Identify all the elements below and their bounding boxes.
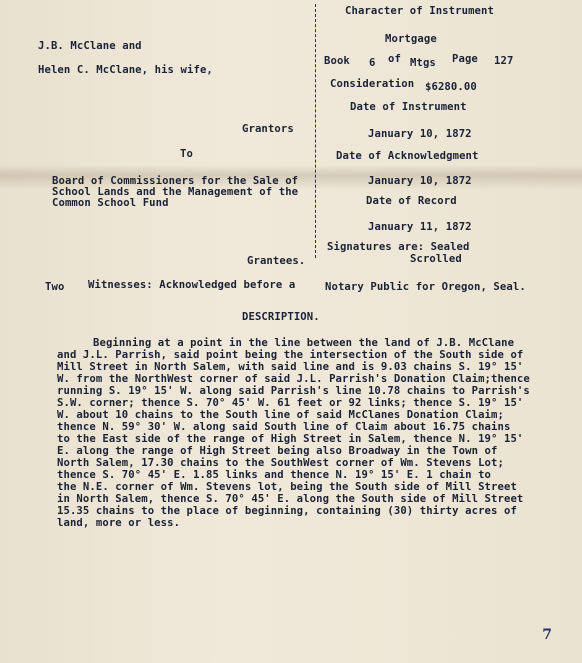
description-line: E. along the range of High Street being also Broadway in the Town of xyxy=(57,445,498,457)
date-record-value: January 11, 1872 xyxy=(368,221,472,233)
character-value: Mortgage xyxy=(385,33,437,45)
grantee-line-3: Common School Fund xyxy=(52,197,169,209)
grantee-line-2: School Lands and the Management of the xyxy=(52,186,299,198)
page-number: 7 xyxy=(542,627,552,643)
description-line: running S. 19° 15' W. along said Parrish's line 10.78 chains to Parrish's xyxy=(57,385,530,397)
consideration-label: Consideration xyxy=(330,78,415,90)
grantor-line-1: J.B. McClane and xyxy=(38,40,142,52)
grantors-label: Grantors xyxy=(242,123,294,135)
description-line: the N.E. corner of Wm. Stevens lot, being the South side of Mill Street xyxy=(57,481,517,493)
description-heading: DESCRIPTION. xyxy=(242,311,320,323)
signatures-label: Signatures are: Sealed xyxy=(327,241,470,253)
signatures-value: Scrolled xyxy=(410,253,462,265)
description-line: in North Salem, thence S. 70° 45' E. along the South side of Mill Street xyxy=(57,493,524,505)
notary-text: Notary Public for Oregon, Seal. xyxy=(325,281,526,293)
to-label: To xyxy=(180,148,193,160)
description-line: Beginning at a point in the line between the land of J.B. McClane xyxy=(93,337,515,349)
page-label: Page xyxy=(452,53,478,65)
description-line: W. about 10 chains to the South line of said McClanes Donation Claim; xyxy=(57,409,504,421)
date-instrument-value: January 10, 1872 xyxy=(368,128,472,140)
description-line: North Salem, 17.30 chains to the SouthWest corner of Wm. Stevens Lot; xyxy=(57,457,504,469)
description-line: thence N. 59° 30' W. along said South line of Claim about 16.75 chains xyxy=(57,421,511,433)
date-ack-label: Date of Acknowledgment xyxy=(336,150,479,162)
date-record-label: Date of Record xyxy=(366,195,457,207)
column-divider xyxy=(315,4,316,258)
book-label: Book xyxy=(324,55,350,67)
date-instrument-label: Date of Instrument xyxy=(350,101,467,113)
character-label: Character of Instrument xyxy=(345,5,494,17)
description-line: W. from the NorthWest corner of said J.L. Parrish's Donation Claim;thence xyxy=(57,373,530,385)
mtgs-label: Mtgs xyxy=(410,57,436,69)
consideration-value: $6280.00 xyxy=(425,81,477,93)
description-line: S.W. corner; thence S. 70° 45' W. 61 feet or 92 links; thence S. 19° 15' xyxy=(57,397,524,409)
witness-count: Two xyxy=(45,281,65,293)
book-value: 6 xyxy=(369,57,376,69)
description-line: Mill Street in North Salem, with said line and is 9.03 chains S. 19° 15' xyxy=(57,361,524,373)
description-line: 15.35 chains to the place of beginning, containing (30) thirty acres of xyxy=(57,505,517,517)
description-line: land, more or less. xyxy=(57,517,181,529)
grantor-line-2: Helen C. McClane, his wife, xyxy=(38,64,213,76)
of-label: of xyxy=(388,53,401,65)
grantee-line-1: Board of Commissioners for the Sale of xyxy=(52,175,299,187)
page-value: 127 xyxy=(494,55,514,67)
description-line: thence S. 70° 45' E. 1.85 links and thence N. 19° 15' E. 1 chain to xyxy=(57,469,492,481)
description-line: to the East side of the range of High Street in Salem, thence N. 19° 15' xyxy=(57,433,524,445)
date-ack-value: January 10, 1872 xyxy=(368,175,472,187)
description-line: and J.L. Parrish, said point being the intersection of the South side of xyxy=(57,349,524,361)
grantees-label: Grantees. xyxy=(247,255,306,267)
witness-text: Witnesses: Acknowledged before a xyxy=(88,279,296,291)
